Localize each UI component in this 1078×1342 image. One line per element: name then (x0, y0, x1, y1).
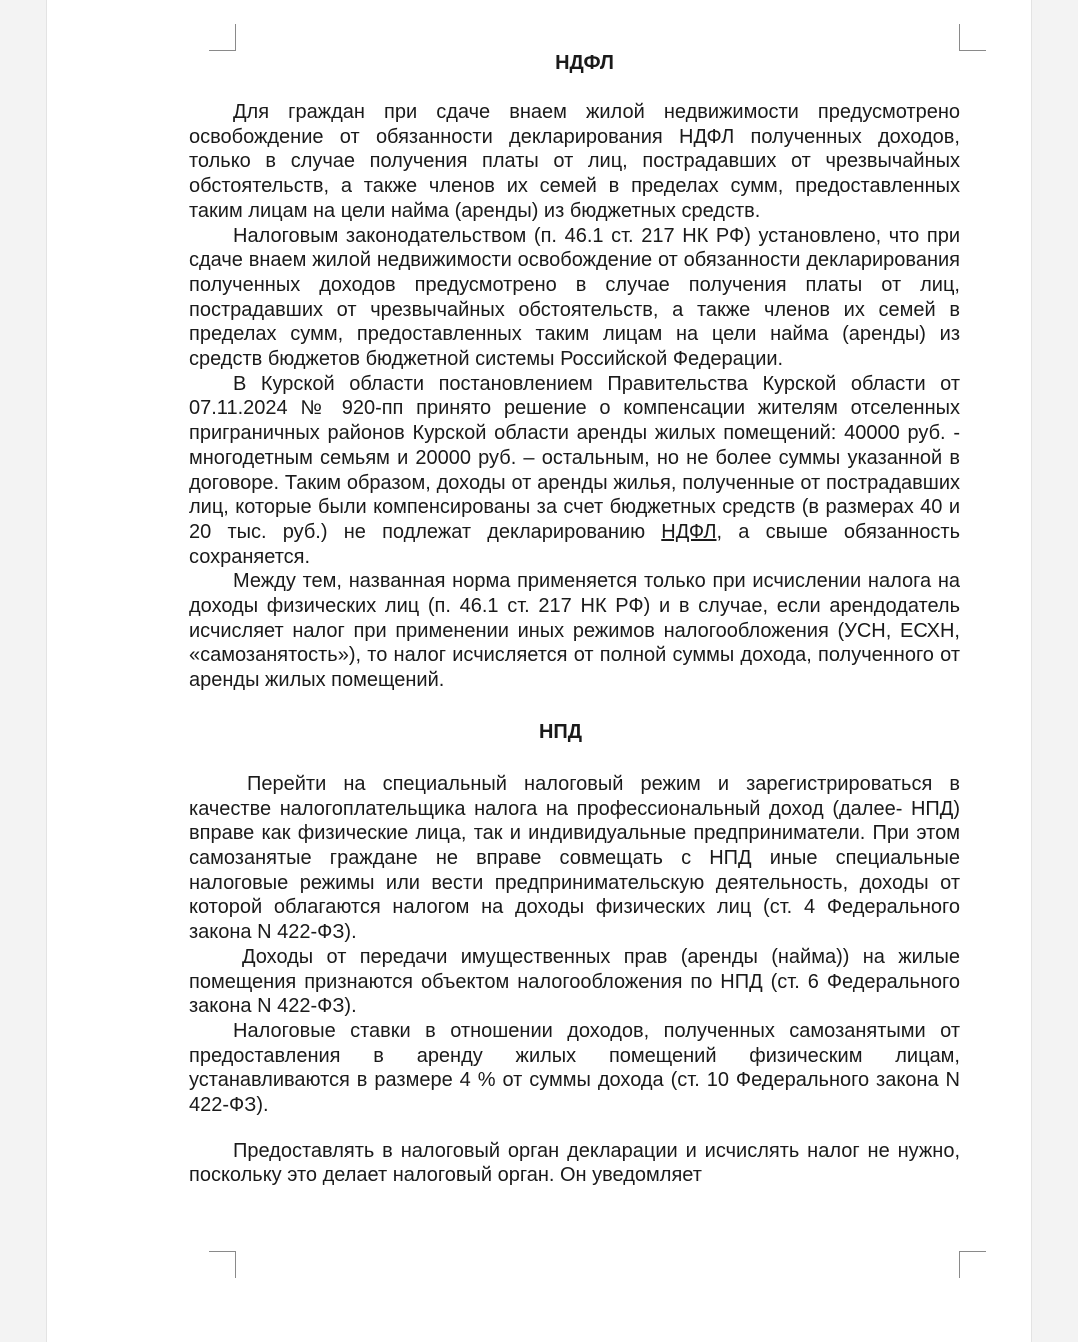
paragraph-4: Между тем, названная норма применяется только при исчислении налога на доходы физических лиц (п. 46.1 ст. 217 НК РФ) и в случае, если арендодатель исчисляет налог при применении иных режимов налогообложения (УСН, ЕСХН, «самозанятость»), то налог исчисляется от полной суммы дохода, полученного от аренды жилых помещений. (189, 570, 960, 692)
page-corner-mark-top-left (209, 24, 236, 51)
page-corner-mark-bottom-left (209, 1251, 236, 1278)
paragraph-6: Доходы от передачи имущественных прав (аренды (найма)) на жилые помещения признаются объектом налогообложения по НПД (ст. 6 Федерального закона N 422-ФЗ). (189, 945, 960, 1018)
paragraph-5: Перейти на специальный налоговый режим и зарегистрироваться в качестве налогоплательщика налога на профессиональный доход (далее- НПД) вправе как физические лица, так и индивидуальные предприниматели. При этом самозанятые граждане не вправе совмещать с НПД иные специальные налоговые режимы или вести предпринимательскую деятельность, доходы от которой облагаются налогом на доходы физических лиц (ст. 4 Федерального закона N 422-ФЗ). (189, 772, 960, 944)
document-page (46, 0, 1032, 1342)
document-body (189, 48, 960, 1188)
page-corner-mark-bottom-right (959, 1251, 986, 1278)
paragraph-8: Предоставлять в налоговый орган декларации и исчислять налог не нужно, поскольку это делает налоговый орган. Он уведомляет (189, 1139, 960, 1187)
paragraph-7: Налоговые ставки в отношении доходов, полученных самозанятыми от предоставления в аренду жилых помещений физическим лицам, устанавливаются в размере 4 % от суммы дохода (ст. 10 Федерального закона N 422-ФЗ). (189, 1019, 960, 1117)
ndfl-underlined-term: НДФЛ (661, 520, 717, 543)
paragraph-1: Для граждан при сдаче внаем жилой недвижимости предусмотрено освобождение от обязанности декларирования НДФЛ полученных доходов, только в случае получения платы от лиц, пострадавших от чрезвычайных обстоятельств, а также членов их семей в пределах сумм, предоставленных таким лицам на цели найма (аренды) из бюджетных средств. (189, 101, 960, 222)
paragraph-3-text-a: В Курской области постановлением Правительства Курской области от 07.11.2024 № 920-пп принято решение о компенсации жителям отселенных приграничных районов Курской области аренды жилых помещений: 40000 руб. - многодетным семьям и 20000 руб. – остальным, но не более суммы указанной в договоре. Таким образом, доходы от аренды жилья, полученные от пострадавших лиц, которые были компенсированы за счет бюджетных средств (в размерах 40 и 20 тыс. руб.) не подлежат декларированию (189, 372, 960, 543)
paragraph-3 (189, 372, 960, 570)
page-corner-mark-top-right (959, 24, 986, 51)
heading-ndfl: НДФЛ (555, 52, 614, 74)
heading-npd: НПД (538, 720, 583, 743)
paragraph-3-text-b: , а свыше обязанность сохраняется. (189, 520, 960, 568)
paragraph-2: Налоговым законодательством (п. 46.1 ст. 217 НК РФ) установлено, что при сдаче внаем жилой недвижимости освобождение от обязанности декларирования полученных доходов предусмотрено в случае получения платы от лиц, пострадавших от чрезвычайных обстоятельств, а также членов их семей в пределах сумм, предоставленных таким лицам на цели найма (аренды) из средств бюджетов бюджетной системы Российской Федерации. (189, 224, 960, 371)
